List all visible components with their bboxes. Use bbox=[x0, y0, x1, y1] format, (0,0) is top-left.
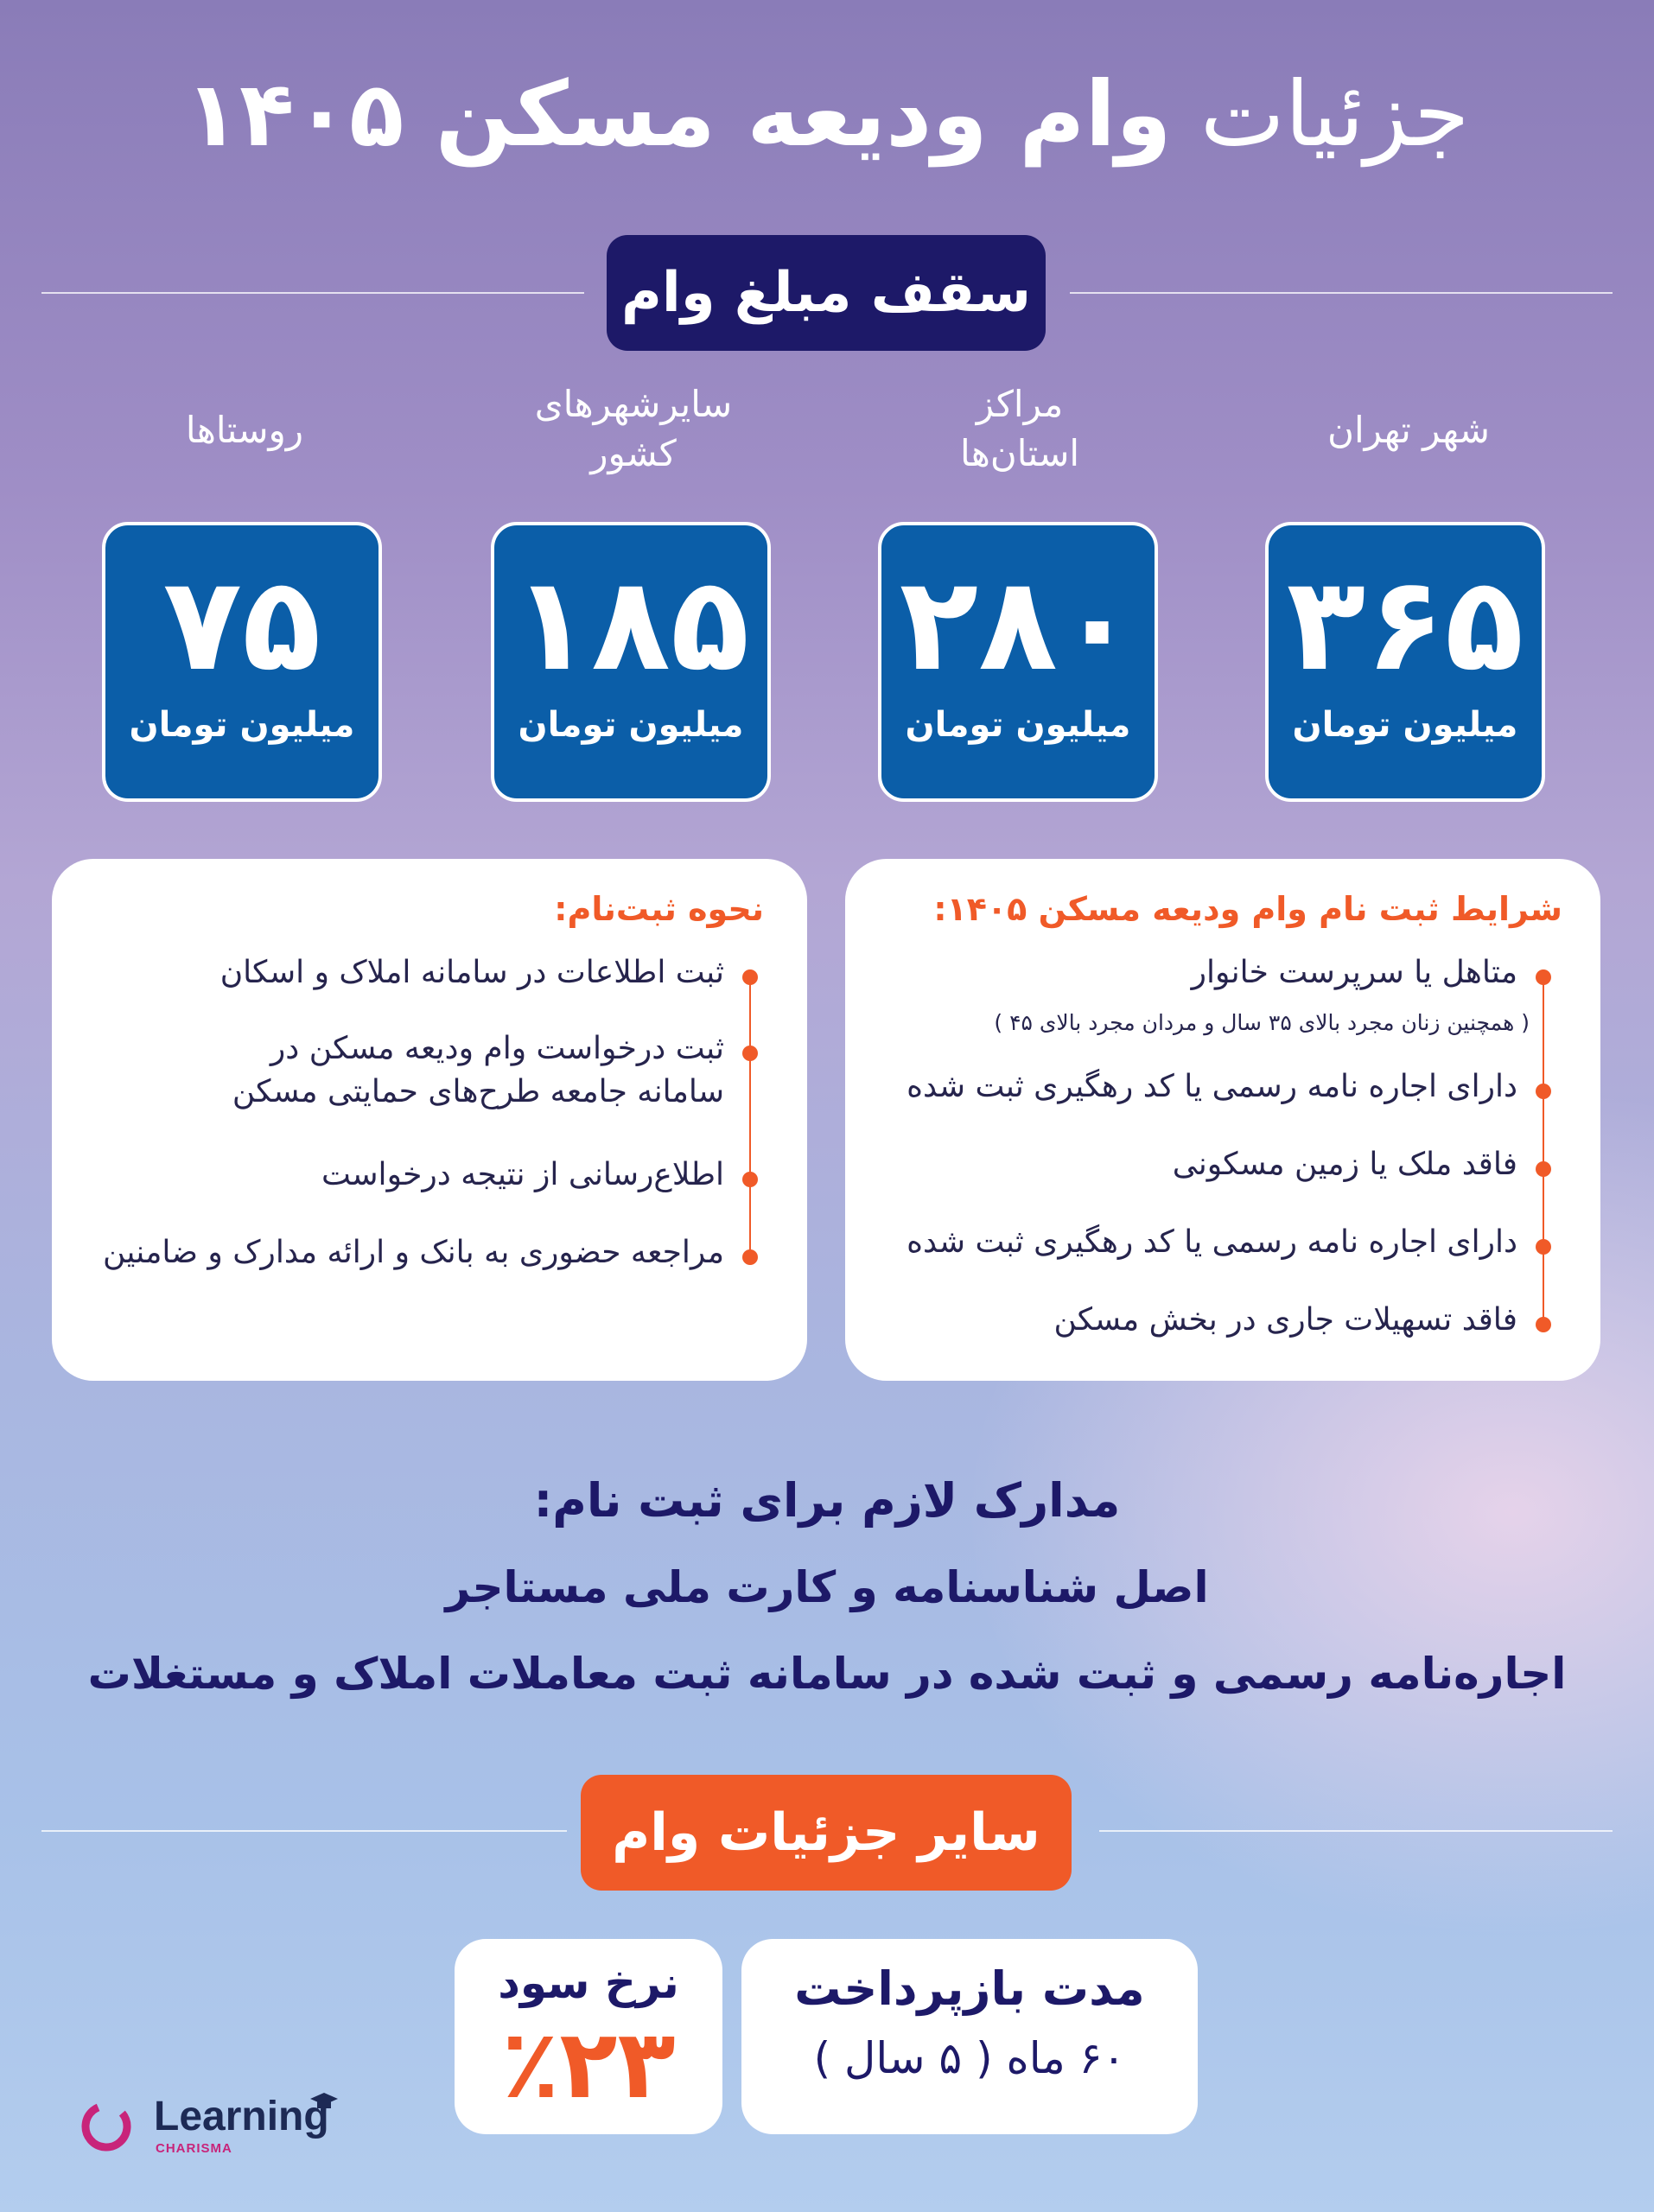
bullet-dot bbox=[742, 1046, 758, 1061]
documents-line-2: اجاره‌نامه رسمی و ثبت شده در سامانه ثبت معاملات املاک و مستغلات bbox=[87, 1649, 1567, 1699]
condition-item-3: فاقد ملک یا زمین مسکونی bbox=[1172, 1147, 1517, 1182]
title-bold: وام ودیعه مسکن ۱۴۰۵ bbox=[184, 61, 1172, 167]
rate-value: ٪۲۳ bbox=[501, 2009, 676, 2120]
repayment-title: مدت بازپرداخت bbox=[794, 1961, 1145, 2016]
amount-unit: میلیون تومان bbox=[905, 705, 1131, 745]
registration-item-4: مراجعه حضوری به بانک و ارائه مدارک و ضامنین bbox=[102, 1235, 724, 1270]
condition-item-4: دارای اجاره نامه رسمی یا کد رهگیری ثبت شده bbox=[907, 1224, 1517, 1260]
logo-sub: CHARISMA bbox=[156, 2141, 232, 2156]
registration-item-2: ثبت درخواست وام ودیعه مسکن در سامانه جامعه طرح‌های حمایتی مسکن bbox=[232, 1031, 724, 1110]
amount-unit: میلیون تومان bbox=[1292, 705, 1518, 745]
registration-item-1: ثبت اطلاعات در سامانه املاک و اسکان bbox=[219, 955, 724, 990]
city-label-tehran: شهر تهران bbox=[1327, 409, 1490, 451]
city-label-villages: روستاها bbox=[185, 409, 304, 451]
amount-value: ۲۸۰ bbox=[899, 550, 1137, 700]
bullet-dot bbox=[1536, 1161, 1551, 1177]
logo-ring-icon bbox=[78, 2098, 135, 2155]
conditions-title: شرایط ثبت نام وام ودیعه مسکن ۱۴۰۵: bbox=[933, 890, 1562, 928]
title-regular: جزئیات bbox=[1199, 61, 1470, 167]
repayment-value: ۶۰ ماه ( ۵ سال ) bbox=[813, 2033, 1126, 2083]
conditions-timeline bbox=[1543, 980, 1544, 1321]
logo-word: Learning bbox=[154, 2094, 329, 2139]
city-label-other-cities: سایرشهرهای کشور bbox=[534, 383, 733, 474]
condition-note: ( همچنین زنان مجرد بالای ۳۵ سال و مردان مجرد بالای ۴۵ ) bbox=[994, 1010, 1530, 1035]
bullet-dot bbox=[1536, 969, 1551, 985]
bullet-dot bbox=[1536, 1084, 1551, 1099]
condition-item-5: فاقد تسهیلات جاری در بخش مسکن bbox=[1053, 1302, 1517, 1338]
amount-value: ۷۵ bbox=[162, 550, 321, 700]
condition-item-2: دارای اجاره نامه رسمی یا کد رهگیری ثبت شده bbox=[907, 1069, 1517, 1104]
divider-right bbox=[1070, 292, 1613, 294]
amount-card-other-cities bbox=[491, 522, 771, 802]
conditions-panel bbox=[845, 859, 1600, 1381]
amount-unit: میلیون تومان bbox=[518, 705, 744, 745]
amount-card-tehran bbox=[1265, 522, 1545, 802]
registration-title: نحوه ثبت‌نام: bbox=[554, 890, 764, 928]
loan-cap-heading: سقف مبلغ وام bbox=[607, 235, 1046, 351]
amount-value: ۳۶۵ bbox=[1286, 550, 1524, 700]
condition-item-1: متاهل یا سرپرست خانوار bbox=[1191, 955, 1517, 990]
rate-title: نرخ سود bbox=[498, 1958, 679, 2008]
other-details-heading: سایر جزئیات وام bbox=[581, 1775, 1072, 1891]
amount-card-provinces bbox=[878, 522, 1158, 802]
bullet-dot bbox=[742, 969, 758, 985]
divider-left bbox=[41, 292, 584, 294]
documents-line-1: اصل شناسنامه و کارت ملی مستاجر bbox=[445, 1562, 1209, 1612]
city-label-provinces: مراکز استان‌ها bbox=[959, 383, 1080, 474]
divider-left-2 bbox=[41, 1830, 567, 1832]
bullet-dot bbox=[1536, 1317, 1551, 1332]
logo bbox=[78, 2091, 354, 2160]
divider-right-2 bbox=[1099, 1830, 1613, 1832]
bullet-dot bbox=[742, 1172, 758, 1187]
bullet-dot bbox=[1536, 1239, 1551, 1255]
amount-unit: میلیون تومان bbox=[129, 705, 355, 745]
bullet-dot bbox=[742, 1249, 758, 1265]
page-title bbox=[0, 60, 1654, 168]
registration-timeline bbox=[749, 980, 751, 1256]
amount-card-villages bbox=[102, 522, 382, 802]
interest-rate-card bbox=[455, 1939, 722, 2134]
amount-value: ۱۸۵ bbox=[512, 550, 750, 700]
repayment-card bbox=[741, 1939, 1198, 2134]
registration-item-3: اطلاع‌رسانی از نتیجه درخواست bbox=[321, 1157, 724, 1192]
registration-panel bbox=[52, 859, 807, 1381]
documents-title: مدارک لازم برای ثبت نام: bbox=[533, 1473, 1121, 1528]
